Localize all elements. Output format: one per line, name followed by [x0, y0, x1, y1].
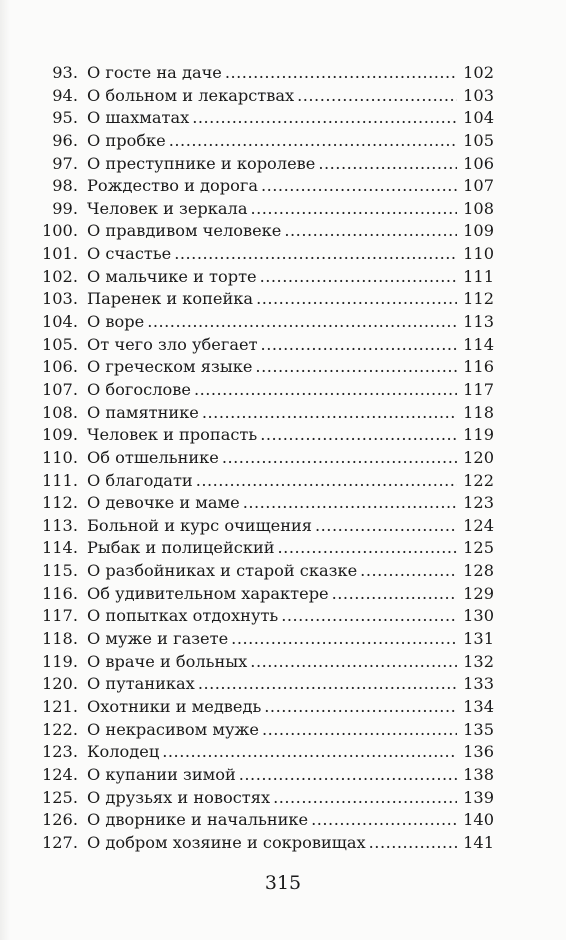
entry-number: 122. [41, 719, 78, 739]
entry-page-number: 105 [463, 130, 494, 150]
entry-number: 107. [41, 379, 78, 399]
toc-entry [40, 85, 494, 108]
entry-page-number: 139 [463, 787, 494, 807]
entry-page-number: 123 [463, 493, 494, 513]
dot-leader [273, 787, 457, 810]
entry-title: Человек и пропасть [87, 425, 258, 445]
entry-page-number: 133 [463, 674, 494, 694]
entry-number: 123. [41, 742, 78, 762]
dot-leader [360, 560, 457, 583]
entry-page-number: 130 [463, 606, 494, 626]
entry-number: 119. [41, 651, 78, 671]
toc-entry [40, 537, 494, 560]
table-of-contents [40, 62, 494, 854]
dot-leader [198, 673, 457, 696]
toc-entry [40, 809, 494, 832]
entry-title: О благодати [87, 470, 193, 490]
entry-page-number: 138 [463, 764, 494, 784]
dot-leader [332, 583, 457, 606]
entry-title: О муже и газете [87, 629, 229, 649]
entry-number: 96. [52, 130, 78, 150]
toc-entry [40, 470, 494, 493]
entry-title: О воре [87, 312, 145, 332]
entry-number: 109. [41, 425, 78, 445]
toc-entry [40, 402, 494, 425]
entry-page-number: 117 [463, 379, 494, 399]
toc-entry [40, 832, 494, 855]
entry-title: Рыбак и полицейский [87, 538, 275, 558]
entry-number: 126. [41, 810, 78, 830]
entry-number: 101. [41, 244, 78, 264]
entry-number: 110. [41, 447, 78, 467]
dot-leader [225, 62, 457, 85]
toc-entry [40, 605, 494, 628]
entry-number: 120. [41, 674, 78, 694]
entry-number: 115. [41, 561, 78, 581]
entry-title: О некрасивом муже [87, 719, 259, 739]
entry-page-number: 108 [463, 198, 494, 218]
toc-entry [40, 764, 494, 787]
dot-leader [261, 334, 457, 357]
dot-leader [278, 537, 457, 560]
entry-number: 105. [41, 334, 78, 354]
entry-number: 100. [41, 221, 78, 241]
entry-title: О правдивом человеке [87, 221, 282, 241]
dot-leader [311, 809, 457, 832]
dot-leader [315, 515, 457, 538]
toc-entry [40, 560, 494, 583]
entry-number: 112. [41, 493, 78, 513]
entry-title: Человек и зеркала [87, 198, 248, 218]
entry-page-number: 118 [463, 402, 494, 422]
toc-entry [40, 311, 494, 334]
entry-title: О разбойниках и старой сказке [87, 561, 358, 581]
dot-leader [284, 220, 457, 243]
entry-title: О попытках отдохнуть [87, 606, 279, 626]
entry-title: О пробке [87, 130, 166, 150]
dot-leader [147, 311, 457, 334]
entry-page-number: 131 [463, 629, 494, 649]
toc-entry [40, 107, 494, 130]
entry-number: 124. [41, 764, 78, 784]
dot-leader [239, 764, 457, 787]
entry-title: О дворнике и начальнике [87, 810, 309, 830]
entry-title: О путаниках [87, 674, 195, 694]
entry-title: Об удивительном характере [87, 583, 329, 603]
page-number: 315 [264, 872, 302, 894]
toc-entry [40, 424, 494, 447]
toc-entry [40, 198, 494, 221]
entry-page-number: 128 [463, 561, 494, 581]
entry-title: Охотники и медведь [87, 696, 262, 716]
entry-number: 98. [52, 176, 78, 196]
entry-page-number: 112 [463, 289, 494, 309]
entry-title: Рождество и дорога [87, 176, 258, 196]
entry-title: О девочке и маме [87, 493, 240, 513]
entry-page-number: 140 [463, 810, 494, 830]
entry-page-number: 141 [463, 832, 494, 852]
entry-number: 114. [41, 538, 78, 558]
dot-leader [169, 130, 457, 153]
entry-page-number: 109 [463, 221, 494, 241]
entry-number: 113. [41, 515, 78, 535]
dot-leader [194, 379, 457, 402]
toc-entry [40, 288, 494, 311]
toc-entry [40, 266, 494, 289]
dot-leader [243, 492, 457, 515]
toc-entry [40, 243, 494, 266]
entry-title: О купании зимой [87, 764, 236, 784]
dot-leader [256, 288, 457, 311]
entry-number: 97. [52, 153, 78, 173]
entry-page-number: 125 [463, 538, 494, 558]
entry-title: О счастье [87, 244, 172, 264]
entry-title: Колодец [87, 742, 160, 762]
toc-entry [40, 515, 494, 538]
toc-entry [40, 334, 494, 357]
entry-page-number: 111 [463, 266, 494, 286]
dot-leader [162, 741, 457, 764]
toc-entry [40, 651, 494, 674]
entry-title: О враче и больных [87, 651, 248, 671]
entry-number: 103. [41, 289, 78, 309]
entry-title: О мальчике и торте [87, 266, 257, 286]
entry-number: 111. [41, 470, 78, 490]
entry-title: О добром хозяине и сокровищах [87, 832, 366, 852]
entry-page-number: 129 [463, 583, 494, 603]
toc-entry [40, 719, 494, 742]
dot-leader [202, 402, 457, 425]
entry-page-number: 114 [463, 334, 494, 354]
entry-title: О шахматах [87, 108, 190, 128]
entry-number: 106. [41, 357, 78, 377]
entry-title: Об отшельнике [87, 447, 219, 467]
dot-leader [261, 175, 457, 198]
entry-title: Паренек и копейка [87, 289, 254, 309]
toc-entry [40, 583, 494, 606]
entry-page-number: 106 [463, 153, 494, 173]
entry-title: О преступнике и королеве [87, 153, 316, 173]
entry-number: 117. [41, 606, 78, 626]
entry-page-number: 116 [463, 357, 494, 377]
toc-entry [40, 175, 494, 198]
entry-title: О больном и лекарствах [87, 85, 295, 105]
dot-leader [255, 356, 457, 379]
toc-entry [40, 492, 494, 515]
entry-page-number: 110 [463, 244, 494, 264]
entry-page-number: 135 [463, 719, 494, 739]
entry-number: 116. [41, 583, 78, 603]
toc-entry [40, 673, 494, 696]
entry-page-number: 119 [463, 425, 494, 445]
toc-entry [40, 153, 494, 176]
toc-entry [40, 356, 494, 379]
toc-entry [40, 447, 494, 470]
entry-page-number: 107 [463, 176, 494, 196]
entry-page-number: 120 [463, 447, 494, 467]
entry-number: 125. [41, 787, 78, 807]
toc-entry [40, 696, 494, 719]
toc-entry [40, 130, 494, 153]
toc-entry [40, 741, 494, 764]
dot-leader [297, 85, 457, 108]
entry-number: 118. [41, 629, 78, 649]
dot-leader [231, 628, 457, 651]
entry-title: Больной и курс очищения [87, 515, 313, 535]
entry-title: О памятнике [87, 402, 199, 422]
entry-number: 93. [52, 63, 78, 82]
entry-title: О госте на даче [87, 63, 222, 82]
entry-title: О друзьях и новостях [87, 787, 271, 807]
entry-page-number: 113 [463, 312, 494, 332]
dot-leader [262, 719, 457, 742]
dot-leader [196, 470, 457, 493]
toc-entry [40, 628, 494, 651]
toc-entry [40, 787, 494, 810]
entry-page-number: 102 [463, 63, 494, 82]
entry-page-number: 134 [463, 696, 494, 716]
entry-number: 104. [41, 312, 78, 332]
dot-leader [264, 696, 457, 719]
entry-title: О богослове [87, 379, 191, 399]
entry-number: 127. [41, 832, 78, 852]
dot-leader [281, 605, 457, 628]
dot-leader [318, 153, 457, 176]
entry-page-number: 124 [463, 515, 494, 535]
entry-number: 99. [52, 198, 78, 218]
entry-title: О греческом языке [87, 357, 253, 377]
entry-page-number: 104 [463, 108, 494, 128]
dot-leader [222, 447, 457, 470]
entry-number: 95. [52, 108, 78, 128]
dot-leader [260, 424, 457, 447]
dot-leader [260, 266, 457, 289]
dot-leader [250, 651, 457, 674]
entry-title: От чего зло убегает [87, 334, 258, 354]
dot-leader [192, 107, 457, 130]
entry-number: 94. [52, 85, 78, 105]
entry-page-number: 122 [463, 470, 494, 490]
entry-number: 108. [41, 402, 78, 422]
toc-entry [40, 379, 494, 402]
dot-leader [174, 243, 457, 266]
toc-entry [40, 220, 494, 243]
dot-leader [369, 832, 457, 855]
toc-entry [40, 62, 494, 85]
entry-page-number: 103 [463, 85, 494, 105]
entry-page-number: 132 [463, 651, 494, 671]
entry-page-number: 136 [463, 742, 494, 762]
dot-leader [250, 198, 457, 221]
entry-number: 121. [41, 696, 78, 716]
entry-number: 102. [41, 266, 78, 286]
